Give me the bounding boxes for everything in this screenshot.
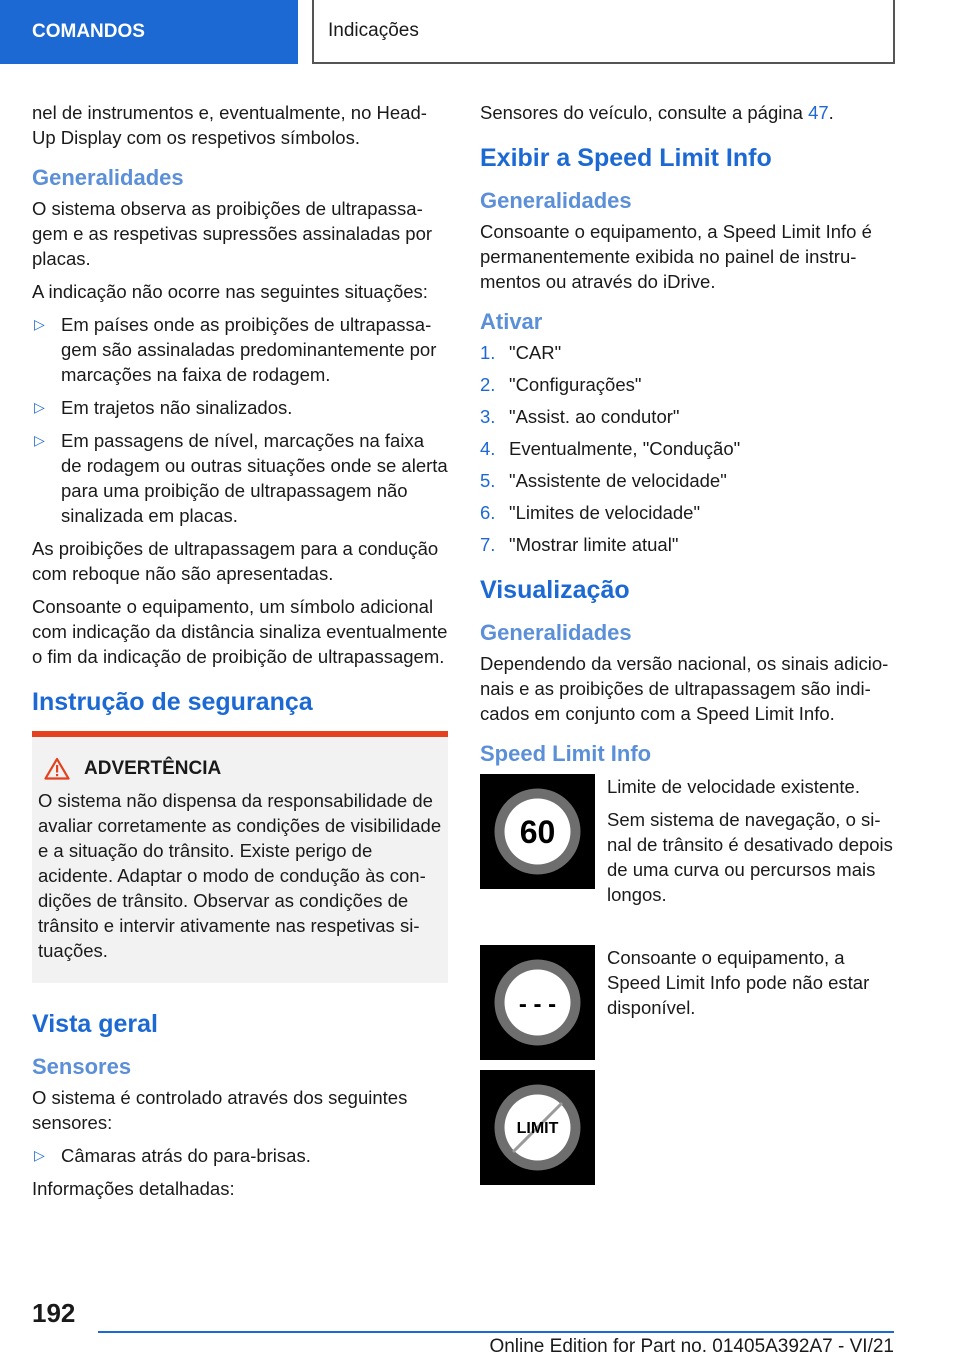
sensors-reference: Sensores do veículo, consulte a página 47. <box>480 102 834 123</box>
list-item: ▷ Câmaras atrás do para-brisas. <box>34 1145 311 1166</box>
triangle-bullet-icon: ▷ <box>34 1147 45 1163</box>
heading-sensors: Sensores <box>32 1054 132 1079</box>
sli-description: Limite de velocidade existente. Sem sistema de navegação, o sinal de trânsito é desativado depois de uma curva ou percursos mais longos. <box>607 776 893 905</box>
sli-item <box>480 945 898 1060</box>
chapter-title: Indicações <box>312 0 895 64</box>
list-item: ▷ Em passagens de nível, marcações na faixa de rodagem ou outras situações onde se alerta para uma proibição de ultrapassagem não sinalizada em placas. <box>34 430 448 526</box>
footer-edition: Online Edition for Part no. 01405A392A7 - VI/21 <box>489 1336 894 1357</box>
footer-divider <box>98 1331 894 1333</box>
heading-generalidades: Generalidades <box>480 188 632 213</box>
page-link[interactable]: 47 <box>808 102 829 123</box>
paragraph: Informações detalhadas: <box>32 1178 235 1199</box>
warning-header <box>44 757 442 780</box>
paragraph: As proibições de ultrapassagem para a condução com reboque não são apresentadas. <box>32 538 439 584</box>
sensors-list <box>32 1143 448 1168</box>
list-item: 6. "Limites de velocidade" <box>480 502 701 523</box>
warning-text: O sistema não dispensa da responsabilidade de avaliar corretamente as condições de visibilidade e a situação do trânsito. Existe perigo de acidente. Adaptar o modo de condução às condições de trânsito. Observar as condições de trânsito e intervir ativamente nas respetivas situações. <box>38 790 442 961</box>
svg-text:LIMIT: LIMIT <box>516 1120 559 1137</box>
sli-description: Consoante o equipamento, a Speed Limit Info pode não estar disponível. <box>607 947 870 1018</box>
left-column <box>32 100 448 1209</box>
warning-triangle-icon <box>44 757 70 780</box>
triangle-bullet-icon: ▷ <box>34 399 45 415</box>
steps-list <box>480 340 898 557</box>
speed-sign-60-icon <box>480 774 595 889</box>
list-item: 2. "Configurações" <box>480 374 642 395</box>
intro-paragraph: nel de instrumentos e, eventualmente, no Head-Up Display com os respetivos símbolos. <box>32 102 427 148</box>
page-number: 192 <box>32 1298 76 1328</box>
right-column <box>480 100 898 1185</box>
heading-generalidades: Generalidades <box>480 620 632 645</box>
triangle-bullet-icon: ▷ <box>34 432 45 448</box>
list-item: 3. "Assist. ao condutor" <box>480 406 680 427</box>
paragraph: A indicação não ocorre nas seguintes situações: <box>32 281 428 302</box>
list-item: 7. "Mostrar limite atual" <box>480 534 679 555</box>
speed-sign-limit-icon <box>480 1070 595 1185</box>
heading-view: Visualização <box>480 576 630 604</box>
heading-overview: Vista geral <box>32 1010 159 1038</box>
heading-activate: Ativar <box>480 309 543 334</box>
section-tab: COMANDOS <box>0 0 298 64</box>
sli-item <box>480 1070 898 1185</box>
heading-generalidades: Generalidades <box>32 165 184 190</box>
paragraph: O sistema observa as proibições de ultrapassagem e as respetivas supressões assinaladas por placas. <box>32 198 433 269</box>
speed-sign-unavailable-icon <box>480 945 595 1060</box>
paragraph: Dependendo da versão nacional, os sinais adicionais e as proibições de ultrapassagem são indicados em conjunto com a Speed Limit Info. <box>480 653 889 724</box>
heading-safety: Instrução de segurança <box>32 688 313 716</box>
paragraph: O sistema é controlado através dos seguintes sensores: <box>32 1087 408 1133</box>
list-item: 1. "CAR" <box>480 342 562 363</box>
heading-speed-limit-info: Speed Limit Info <box>480 741 652 766</box>
paragraph: Consoante o equipamento, a Speed Limit Info é permanentemente exibida no painel de instrumentos ou através do iDrive. <box>480 221 872 292</box>
situations-list <box>32 312 448 528</box>
warning-title: ADVERTÊNCIA <box>84 757 222 779</box>
svg-text:- - -: - - - <box>518 991 557 1018</box>
sli-item <box>480 774 898 915</box>
heading-show-sli: Exibir a Speed Limit Info <box>480 144 772 172</box>
list-item: 5. "Assistente de velocidade" <box>480 470 727 491</box>
list-item: ▷ Em países onde as proibições de ultrapassagem são assinaladas predominantemente por marcações na faixa de rodagem. <box>34 314 437 385</box>
paragraph: Consoante o equipamento, um símbolo adicional com indicação da distância sinaliza eventualmente o fim da indicação de proibição de ultrapassagem. <box>32 596 448 667</box>
warning-box <box>32 731 448 983</box>
list-item: 4. Eventualmente, "Condução" <box>480 438 741 459</box>
list-item: ▷ Em trajetos não sinalizados. <box>34 397 293 418</box>
svg-text:60: 60 <box>519 814 556 850</box>
triangle-bullet-icon: ▷ <box>34 316 45 332</box>
